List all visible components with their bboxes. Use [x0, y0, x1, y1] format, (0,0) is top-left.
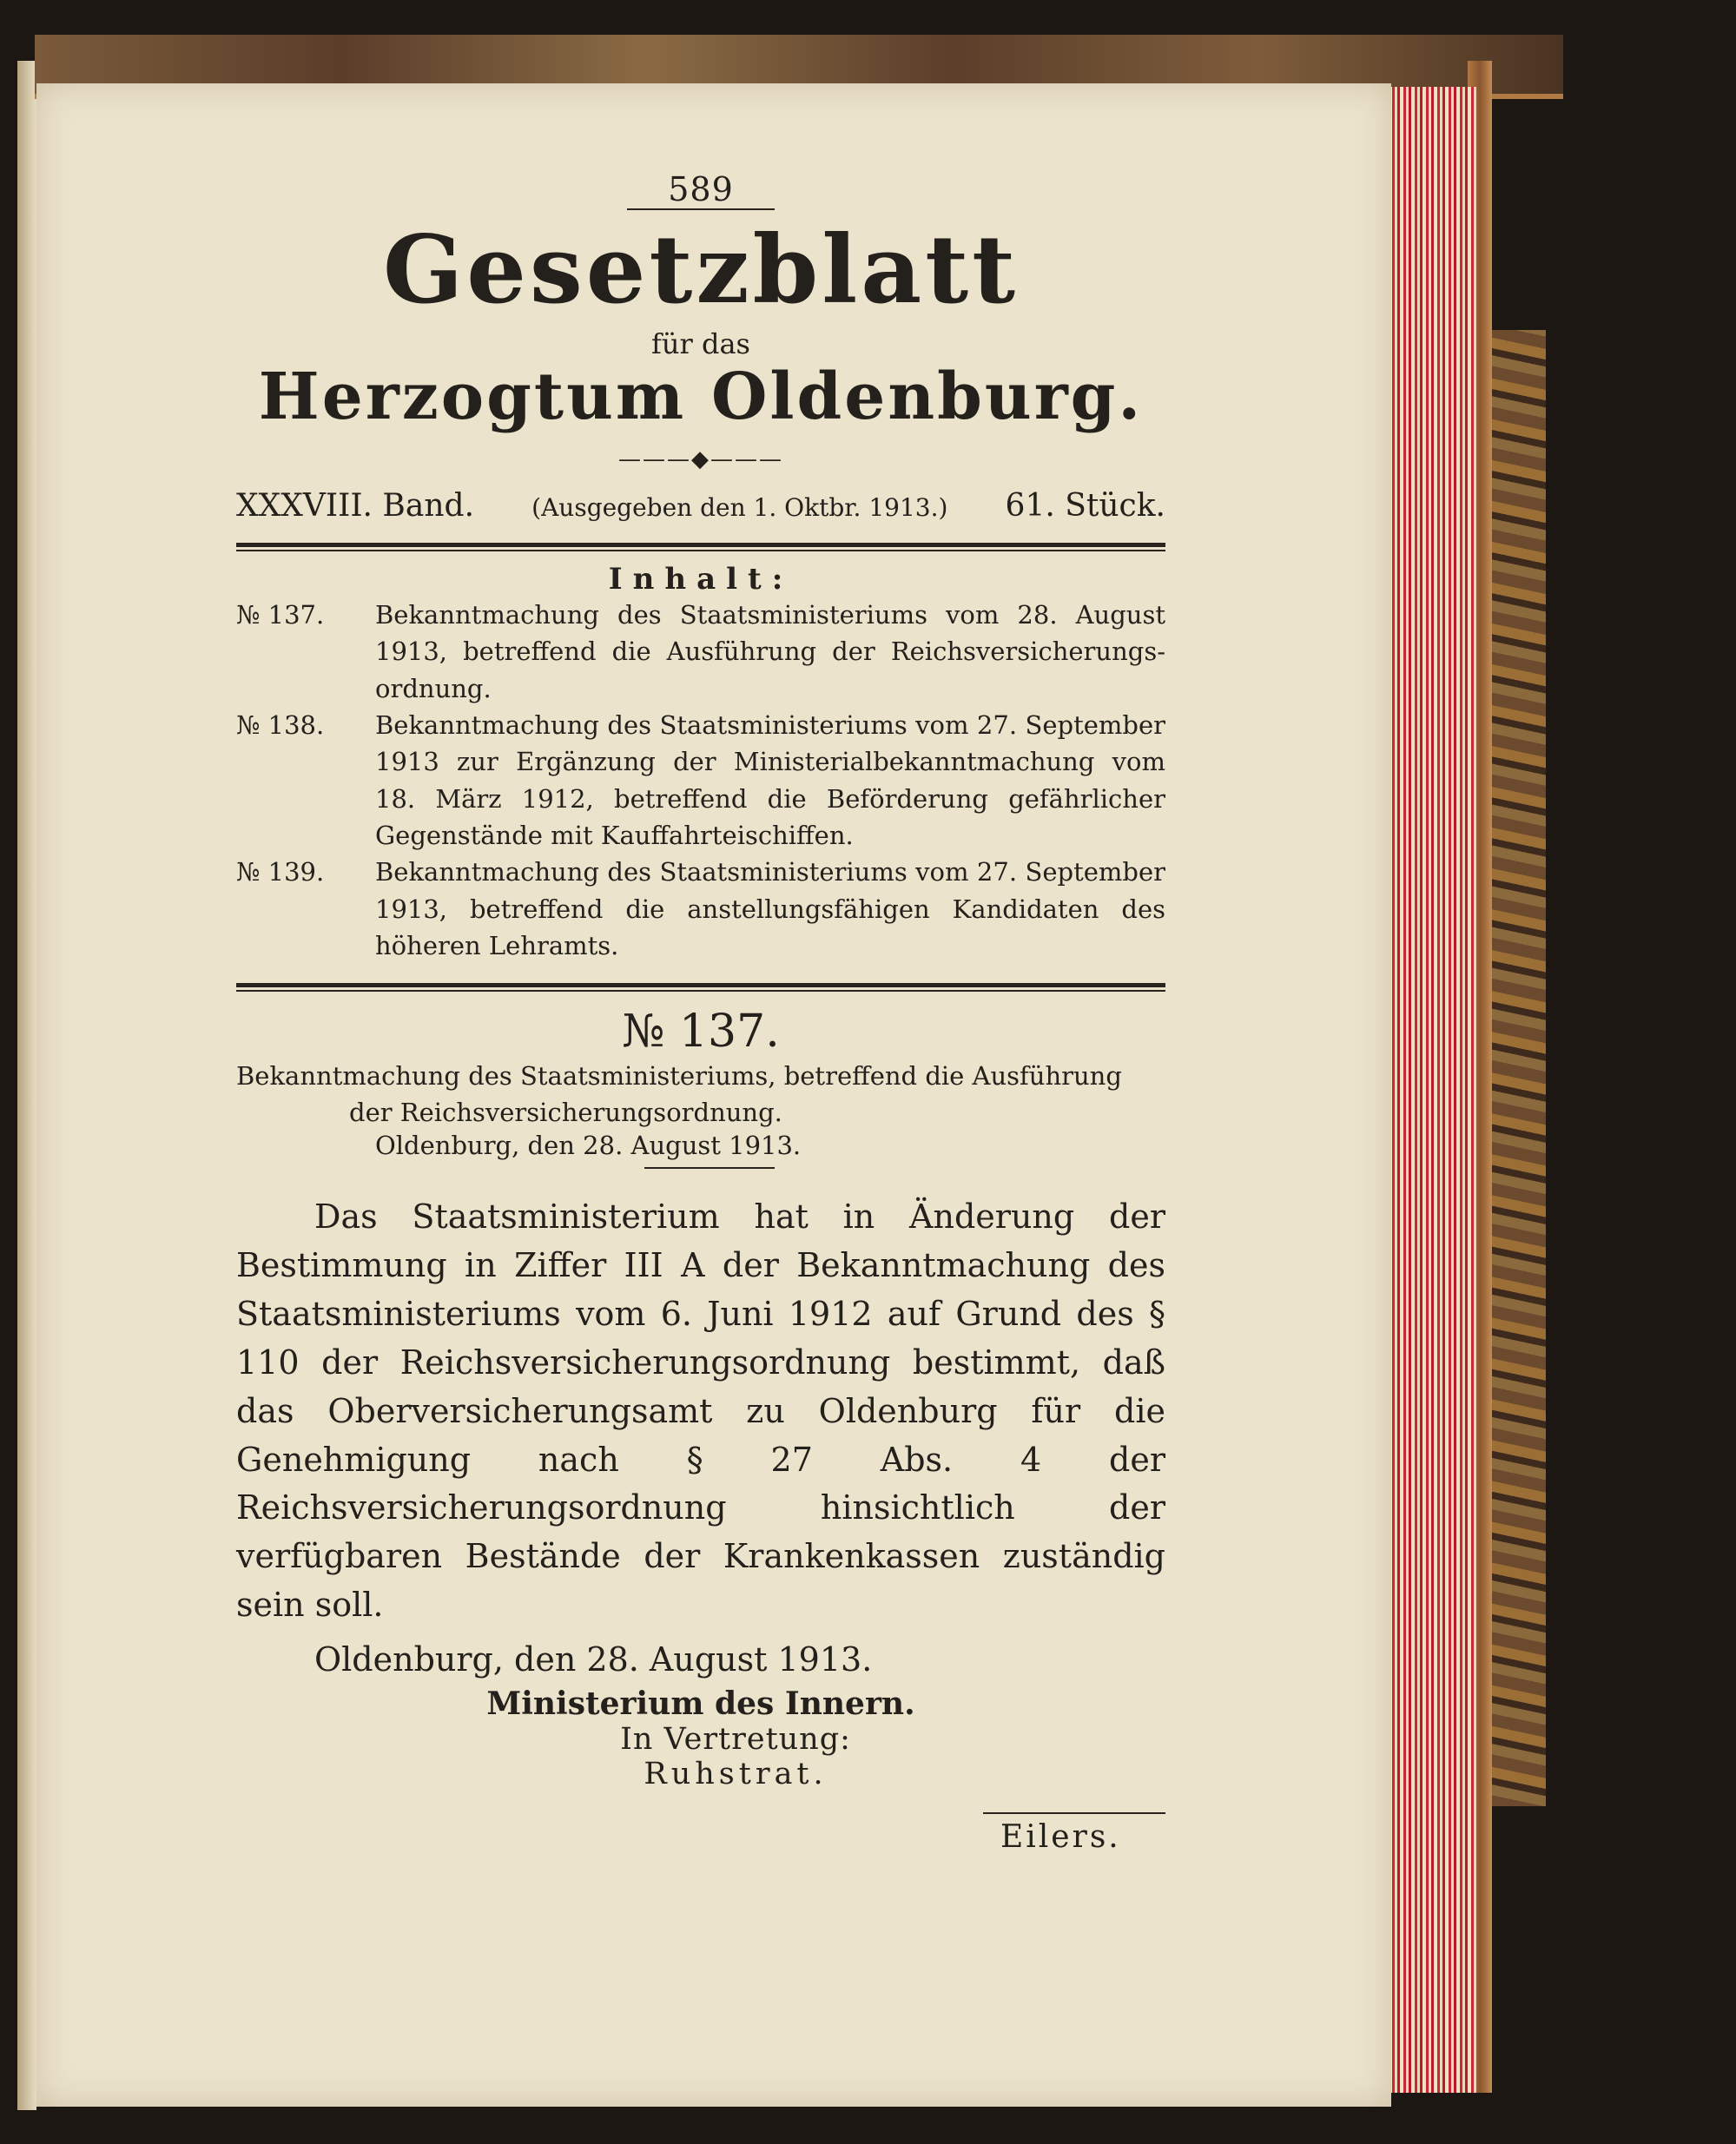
representation-line: In Vertretung:: [620, 1722, 851, 1757]
document-page: [36, 83, 1391, 2107]
entry-text: Bekanntmachung des Staatsministeriums vom 28. August 1913, betreffend die Ausführung der Reichsversicherungs-ordnung.: [375, 599, 1165, 703]
duchy-name: Herzogtum Oldenburg.: [258, 359, 1144, 434]
entry-number: № 137.: [236, 599, 325, 630]
entry-number: № 139.: [236, 857, 325, 887]
countersign-name: Eilers.: [1000, 1819, 1121, 1855]
double-rule-top: [236, 543, 1165, 551]
signed-date: Oldenburg, den 28. August 1913.: [314, 1640, 873, 1679]
piece-number: 61. Stück.: [1005, 487, 1165, 524]
book-cover-marbled: [1485, 330, 1546, 1806]
previous-page-edge: [17, 61, 36, 2110]
page-content: [236, 170, 1165, 1855]
page-edges-red: [1381, 87, 1476, 2093]
volume-label: XXXVIII. Band.: [236, 487, 475, 524]
contents-entry: [236, 597, 1165, 707]
section-body: Das Staatsministerium hat in Änderung der Bestimmung in Ziffer III A der Bekanntmachung des Staatsministeriums vom 6. Juni 1912 auf Grund des § 110 der Reichsversicherungsordnung bestimmt, daß das Oberversicherungsamt zu Oldenburg für die Genehmigung nach § 27 Abs. 4 der Reichsversicherungsordnung hinsichtlich der verfügbaren Bestände der Krankenkassen zuständig sein soll.: [236, 1197, 1165, 1625]
section-number: № 137.: [622, 1006, 780, 1059]
contents-heading: Inhalt:: [608, 561, 794, 597]
section-title: [236, 1058, 1165, 1131]
ministry-name: Ministerium des Innern.: [486, 1686, 915, 1722]
contents-entry: [236, 854, 1165, 964]
section-title-line: der Reichsversicherungsordnung.: [349, 1098, 782, 1128]
title-ornament: ———◆———: [618, 445, 783, 472]
gazette-subtitle: für das: [651, 327, 750, 360]
page-number: 589: [668, 170, 734, 208]
gazette-title: Gesetzblatt: [383, 215, 1019, 325]
entry-text: Bekanntmachung des Staatsministeriums vom 27. September 1913 zur Ergänzung der Ministerialbekanntmachung vom 18. März 1912, betreffend die Beförderung gefährlicher Gegenstände mit Kauffahrteischiffen.: [375, 709, 1165, 850]
section-short-rule: [644, 1167, 775, 1169]
issue-line: [236, 488, 1165, 524]
issue-date: (Ausgegeben den 1. Oktbr. 1913.): [531, 492, 948, 522]
double-rule-bottom: [236, 983, 1165, 992]
section-dateline: Oldenburg, den 28. August 1913.: [375, 1131, 802, 1161]
signatory-name: Ruhstrat.: [644, 1757, 828, 1791]
countersign-rule: [983, 1812, 1165, 1814]
page-number-rule: [627, 208, 775, 210]
entry-text: Bekanntmachung des Staatsministeriums vom 27. September 1913, betreffend die anstellungsfähigen Kandidaten des höheren Lehramts.: [375, 857, 1165, 960]
entry-number: № 138.: [236, 709, 325, 740]
contents-entry: [236, 707, 1165, 854]
section-title-line: Bekanntmachung des Staatsministeriums, betreffend die Ausführung: [236, 1061, 1122, 1092]
